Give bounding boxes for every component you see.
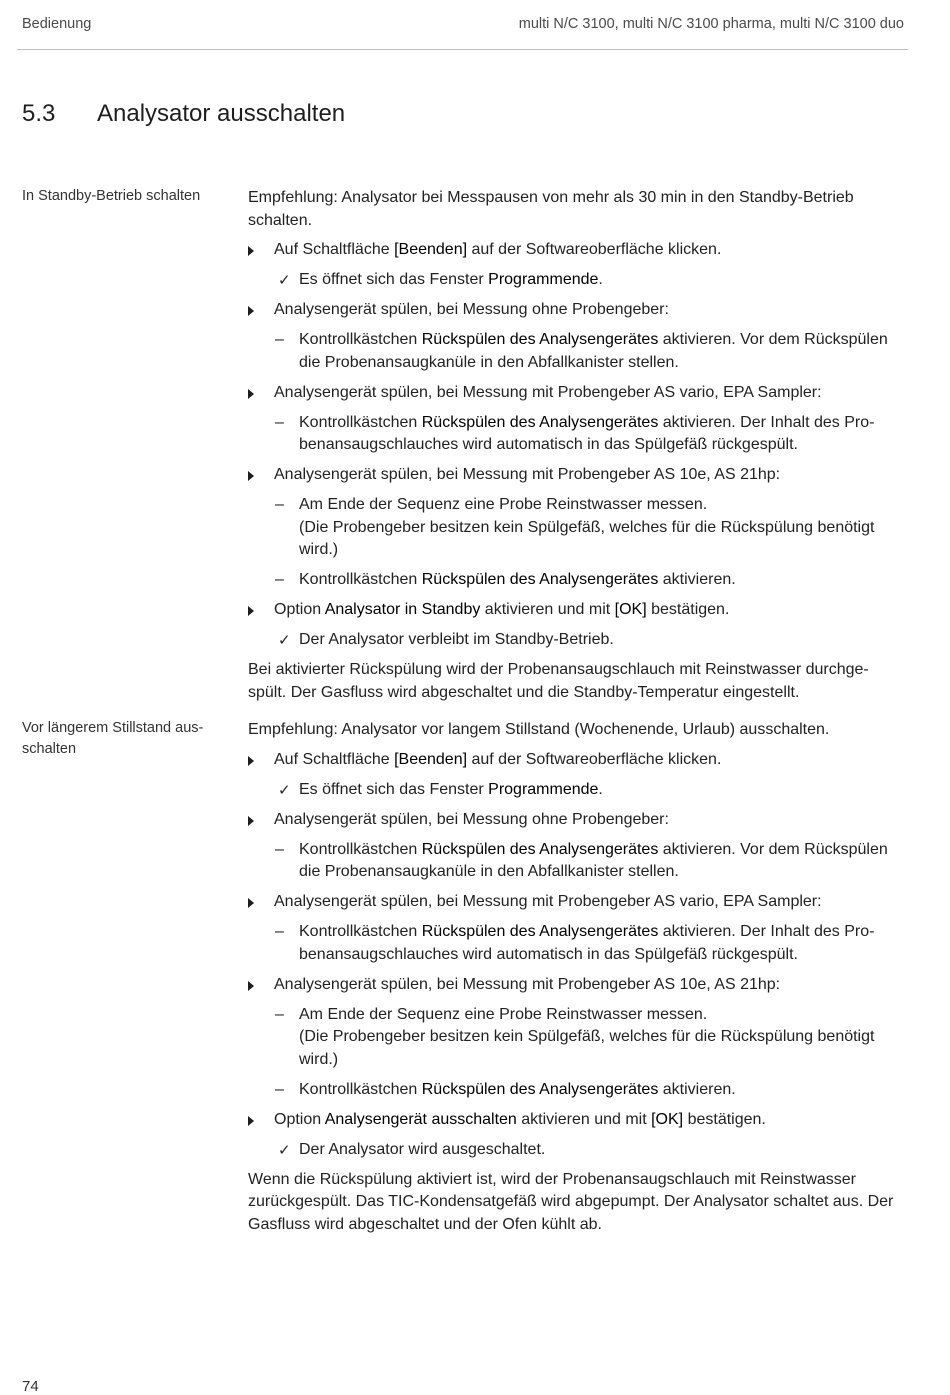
shutdown-side-label: Vor längerem Stillstand ausschalten bbox=[22, 720, 204, 757]
dash-bullet: – bbox=[275, 923, 284, 940]
step-arrow-icon bbox=[248, 1116, 254, 1126]
step-arrow-icon bbox=[248, 816, 254, 826]
check-icon: ✓ bbox=[278, 271, 291, 289]
step-arrow-icon bbox=[248, 246, 254, 256]
product-name: multi N/C 3100, multi N/C 3100 pharma, multi N/C 3100 duo bbox=[518, 16, 904, 32]
shutdown-sub-4a: – Am Ende der Sequenz eine Probe Reinstwasser messen. (Die Probengeber besitzen kein Spülgefäß, welches für die Rückspülung benötigt wird.) bbox=[275, 1005, 875, 1068]
dash-bullet: – bbox=[275, 331, 284, 348]
section-title: Analysator ausschalten bbox=[97, 100, 346, 127]
checkbox-name-ref: Rückspülen des Analysengerätes bbox=[421, 1080, 659, 1098]
shutdown-sub-3: – Kontrollkästchen Rückspülen des Analysengerätes aktivieren. Der Inhalt des Probenansaugschlauches wird automatisch in das Spülgefäß rückgespült. bbox=[275, 923, 875, 963]
ok-button-ref: [OK] bbox=[651, 1110, 684, 1128]
standby-sub-4a: – Am Ende der Sequenz eine Probe Reinstwasser messen. (Die Probengeber besitzen kein Spülgefäß, welches für die Rückspülung benötigt wird.) bbox=[275, 496, 875, 558]
step-arrow-icon bbox=[248, 389, 254, 399]
standby-outro: Bei aktivierter Rückspülung wird der Probenansaugschlauch mit Reinstwasser durchgespült. Der Gasfluss wird abgeschaltet und die Standby-Temperatur eingestellt. bbox=[248, 661, 869, 701]
step-arrow-icon bbox=[248, 471, 254, 481]
check-icon: ✓ bbox=[278, 780, 291, 799]
standby-side-label: In Standby-Betrieb schalten bbox=[22, 188, 201, 204]
standby-step-2: Analysengerät spülen, bei Messung ohne Probengeber: bbox=[248, 299, 898, 322]
step-arrow-icon bbox=[248, 306, 254, 316]
step-arrow-icon bbox=[248, 981, 254, 991]
standby-result-1: ✓ Es öffnet sich das Fenster Programmende. bbox=[248, 269, 898, 292]
beenden-button-ref: [Beenden] bbox=[394, 241, 468, 258]
shutdown-step-4: Analysengerät spülen, bei Messung mit Probengeber AS 10e, AS 21hp: bbox=[248, 974, 898, 997]
shutdown-intro: Empfehlung: Analysator vor langem Stillstand (Wochenende, Urlaub) ausschalten. bbox=[248, 721, 830, 738]
standby-step-4: Analysengerät spülen, bei Messung mit Probengeber AS 10e, AS 21hp: bbox=[248, 464, 898, 487]
standby-result-5: ✓ Der Analysator verbleibt im Standby-Betrieb. bbox=[248, 629, 898, 652]
checkbox-name-ref: Rückspülen des Analysengerätes bbox=[421, 413, 659, 431]
option-name-ref: Analysengerät ausschalten bbox=[324, 1110, 517, 1128]
checkbox-name-ref: Rückspülen des Analysengerätes bbox=[421, 571, 659, 588]
dash-bullet: – bbox=[275, 1080, 284, 1098]
shutdown-sub-4b: – Kontrollkästchen Rückspülen des Analysengerätes aktivieren. bbox=[248, 1079, 898, 1102]
shutdown-step-5: Option Analysengerät ausschalten aktivieren und mit [OK] bestätigen. bbox=[248, 1109, 898, 1132]
standby-sub-3: – Kontrollkästchen Rückspülen des Analysengerätes aktivieren. Der Inhalt des Probenansaugschlauches wird automatisch in das Spülgefäß rückgespült. bbox=[275, 413, 875, 453]
page-number: 74 bbox=[22, 1378, 39, 1395]
check-icon: ✓ bbox=[278, 631, 291, 649]
chapter-name: Bedienung bbox=[22, 16, 92, 32]
dash-bullet: – bbox=[275, 496, 284, 513]
checkbox-name-ref: Rückspülen des Analysengerätes bbox=[421, 331, 659, 348]
shutdown-sub-2: – Kontrollkästchen Rückspülen des Analysengerätes aktivieren. Vor dem Rückspülen die Probenansaugkanüle in den Abfallkanister stellen. bbox=[275, 840, 888, 880]
shutdown-step-1: Auf Schaltfläche [Beenden] auf der Softwareoberfläche klicken. bbox=[248, 749, 898, 772]
header-divider bbox=[17, 49, 908, 50]
dash-bullet: – bbox=[275, 571, 284, 588]
dash-bullet: – bbox=[275, 840, 284, 858]
standby-intro: Empfehlung: Analysator bei Messpausen von mehr als 30 min in den Standby-Betrieb schalten. bbox=[248, 189, 854, 229]
dash-bullet: – bbox=[275, 1005, 284, 1023]
section-number: 5.3 bbox=[22, 100, 56, 127]
shutdown-result-5: ✓ Der Analysator wird ausgeschaltet. bbox=[248, 1139, 898, 1162]
window-name-ref: Programmende bbox=[488, 271, 599, 288]
shutdown-result-1: ✓ Es öffnet sich das Fenster Programmende. bbox=[248, 779, 898, 802]
shutdown-instructions bbox=[248, 719, 898, 1243]
shutdown-outro: Wenn die Rückspülung aktiviert ist, wird der Probenansaugschlauch mit Reinstwasser zurückgespült. Das TIC-Kondensatgefäß wird abgepumpt. Der Analysator schaltet aus. Der Gasfluss wird abgeschaltet und der Ofen kühlt ab. bbox=[248, 1170, 894, 1233]
step-arrow-icon bbox=[248, 898, 254, 908]
step-arrow-icon bbox=[248, 756, 254, 766]
window-name-ref: Programmende bbox=[488, 780, 599, 798]
section-heading bbox=[22, 100, 345, 128]
standby-step-3: Analysengerät spülen, bei Messung mit Probengeber AS vario, EPA Sampler: bbox=[248, 382, 898, 405]
step-arrow-icon bbox=[248, 606, 254, 616]
shutdown-step-2: Analysengerät spülen, bei Messung ohne Probengeber: bbox=[248, 809, 898, 832]
standby-step-5: Option Analysator in Standby aktivieren und mit [OK] bestätigen. bbox=[248, 599, 898, 622]
page-header bbox=[22, 14, 906, 38]
checkbox-name-ref: Rückspülen des Analysengerätes bbox=[421, 840, 659, 858]
ok-button-ref: [OK] bbox=[614, 601, 647, 618]
option-name-ref: Analysator in Standby bbox=[324, 601, 481, 618]
shutdown-step-3: Analysengerät spülen, bei Messung mit Probengeber AS vario, EPA Sampler: bbox=[248, 891, 898, 914]
standby-sub-4b: – Kontrollkästchen Rückspülen des Analysengerätes aktivieren. bbox=[248, 569, 898, 592]
standby-sub-2: – Kontrollkästchen Rückspülen des Analysengerätes aktivieren. Vor dem Rückspülen die Probenansaugkanüle in den Abfallkanister stellen. bbox=[275, 331, 888, 371]
beenden-button-ref: [Beenden] bbox=[394, 750, 468, 768]
checkbox-name-ref: Rückspülen des Analysengerätes bbox=[421, 923, 659, 940]
standby-instructions bbox=[248, 187, 898, 711]
dash-bullet: – bbox=[275, 413, 284, 431]
standby-step-1: Auf Schaltfläche [Beenden] auf der Softwareoberfläche klicken. bbox=[248, 239, 898, 262]
check-icon: ✓ bbox=[278, 1140, 291, 1159]
